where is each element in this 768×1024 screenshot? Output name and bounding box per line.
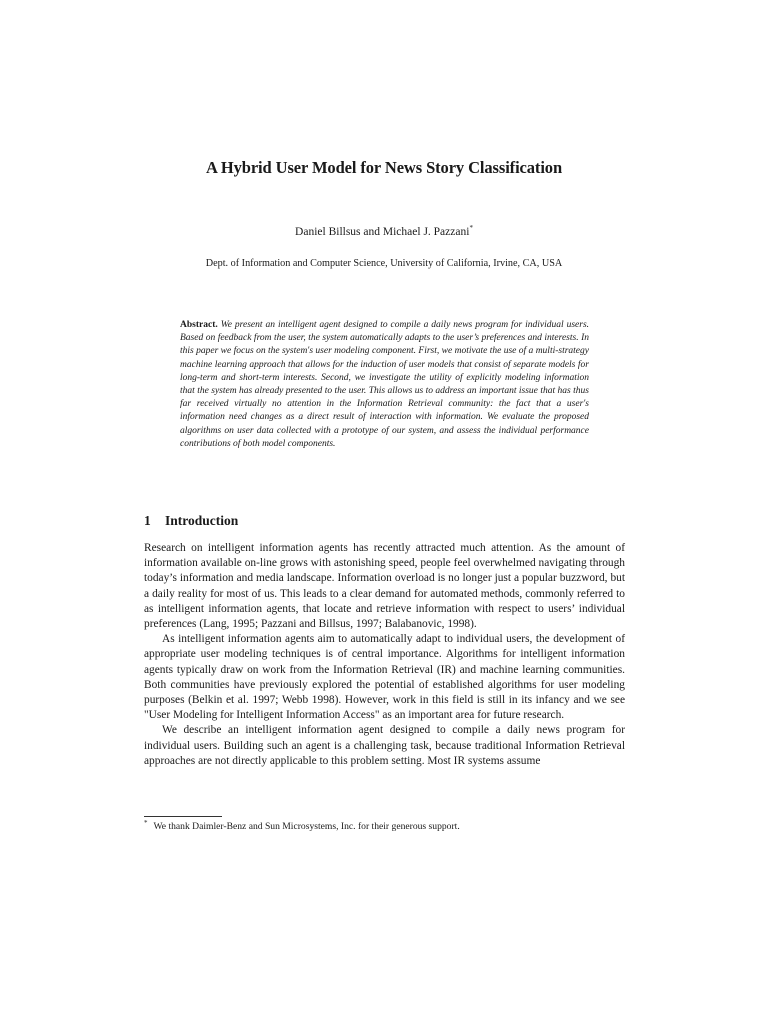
abstract	[180, 319, 589, 451]
section-heading	[144, 513, 238, 529]
paragraph: We describe an intelligent information agent designed to compile a daily news program for individual users. Building such an agent is a challenging task, because traditional Information Retrieval approaches are not directly applicable to this problem setting. Most IR systems assume	[144, 724, 625, 767]
paper-authors	[0, 226, 768, 238]
introduction-body	[144, 541, 625, 769]
footnote	[144, 821, 625, 832]
paragraph: As intelligent information agents aim to automatically adapt to individual users, the development of appropriate user modeling techniques is of central importance. Algorithms for intelligent information agents typically draw on work from the Information Retrieval (IR) and machine learning communities. Both communities have previously explored the potential of established algorithms for user modeling purposes (Belkin et al. 1997; Webb 1998). However, work in this field is still in its infancy and we see "User Modeling for Intelligent Information Access" as an important area for future research.	[144, 633, 625, 722]
footnote-text: We thank Daimler-Benz and Sun Microsystems, Inc. for their generous support.	[153, 821, 460, 832]
author-footnote-mark: *	[469, 224, 473, 232]
abstract-body: We present an intelligent agent designed to compile a daily news program for individual users. Based on feedback from the user, the system automatically adapts to the user’s preferences and interests. In this paper we focus on the system's user modeling component. First, we motivate the use of a multi-strategy machine learning approach that allows for the induction of user models that consist of separate models for long-term and short-term interests. Second, we investigate the utility of explicitly modeling information that the system has already presented to the user. This allows us to address an important issue that has thus far received virtually no attention in the Information Retrieval community: the fact that a user's information need changes as a direct result of interaction with information. We evaluate the proposed algorithms on user data collected with a prototype of our system, and assess the individual performance contributions of both model components.	[180, 320, 590, 449]
author-names: Daniel Billsus and Michael J. Pazzani	[295, 226, 470, 238]
paragraph: Research on intelligent information agents has recently attracted much attention. As the amount of information available on-line grows with astonishing speed, people feel overwhelmed navigating through today’s information and media landscape. Information overload is no longer just a popular buzzword, but a daily reality for most of us. This leads to a clear demand for automated methods, commonly referred to as intelligent information agents, that locate and retrieve information with respect to users’ individual preferences (Lang, 1995; Pazzani and Billsus, 1997; Balabanovic, 1998).	[144, 542, 625, 631]
footnote-mark: *	[144, 819, 148, 827]
paper-affiliation: Dept. of Information and Computer Science, University of California, Irvine, CA, USA	[205, 258, 563, 269]
abstract-lead: Abstract.	[180, 320, 218, 330]
section-title: Introduction	[165, 513, 239, 528]
footnote-divider	[144, 816, 222, 817]
paper-title: A Hybrid User Model for News Story Classification	[205, 158, 563, 177]
section-number: 1	[144, 513, 151, 528]
